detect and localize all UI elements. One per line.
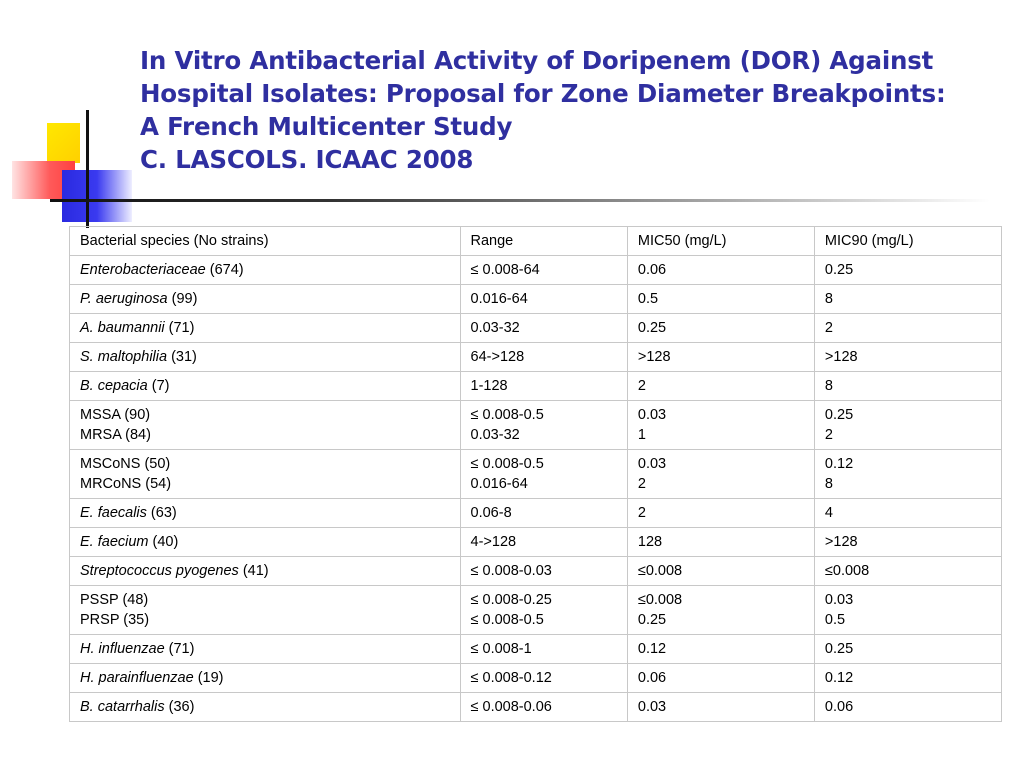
species-line bbox=[80, 454, 450, 474]
mic50-value: 0.25 bbox=[637, 612, 667, 628]
range-value: ≤ 0.008-0.5 bbox=[470, 456, 544, 472]
species-name: Enterobacteriaceae bbox=[80, 262, 206, 278]
table-row bbox=[70, 314, 1002, 343]
species-line bbox=[80, 289, 450, 309]
table-body bbox=[70, 256, 1002, 722]
species-count: PRSP (35) bbox=[80, 612, 150, 628]
range-value: 0.016-64 bbox=[470, 291, 528, 307]
range-value: 64->128 bbox=[470, 349, 525, 365]
range-value: ≤ 0.008-0.03 bbox=[470, 563, 552, 579]
mic50-cell bbox=[627, 285, 814, 314]
range-value: 0.016-64 bbox=[470, 476, 528, 492]
mic50-value: >128 bbox=[637, 349, 671, 365]
range-cell bbox=[460, 314, 627, 343]
species-cell bbox=[70, 314, 461, 343]
mic50-value: 0.12 bbox=[637, 641, 667, 657]
mic50-value: 0.06 bbox=[637, 262, 667, 278]
range-value: ≤ 0.008-0.25 bbox=[470, 592, 552, 608]
range-value: ≤ 0.008-0.06 bbox=[470, 699, 552, 715]
mic90-cell bbox=[814, 372, 1001, 401]
mic90-value: 8 bbox=[824, 378, 833, 394]
species-count: (36) bbox=[164, 699, 195, 715]
slide-title bbox=[140, 44, 1010, 176]
species-count: (71) bbox=[164, 641, 195, 657]
table-row bbox=[70, 372, 1002, 401]
mic50-value: 2 bbox=[637, 378, 646, 394]
mic90-value: 2 bbox=[824, 320, 833, 336]
species-count: PSSP (48) bbox=[80, 592, 149, 608]
species-line bbox=[80, 639, 450, 659]
species-cell bbox=[70, 285, 461, 314]
mic50-cell bbox=[627, 401, 814, 450]
decor-blue-square bbox=[62, 170, 132, 222]
mic90-cell bbox=[814, 693, 1001, 722]
table-row bbox=[70, 450, 1002, 499]
title-line-4: C. LASCOLS. ICAAC 2008 bbox=[140, 145, 474, 174]
species-cell bbox=[70, 664, 461, 693]
species-count: (40) bbox=[148, 534, 179, 550]
mic90-value: 4 bbox=[824, 505, 833, 521]
mic90-cell bbox=[814, 450, 1001, 499]
species-count: (41) bbox=[238, 563, 269, 579]
mic50-value: 0.03 bbox=[637, 407, 667, 423]
species-count: (99) bbox=[167, 291, 198, 307]
mic50-cell bbox=[627, 557, 814, 586]
table-row bbox=[70, 635, 1002, 664]
species-line bbox=[80, 668, 450, 688]
table-row bbox=[70, 528, 1002, 557]
mic90-value: 2 bbox=[824, 427, 833, 443]
species-count: (31) bbox=[167, 349, 197, 365]
mic90-value: 0.12 bbox=[824, 456, 854, 472]
range-value: 1-128 bbox=[470, 378, 508, 394]
mic90-cell bbox=[814, 343, 1001, 372]
table-row bbox=[70, 499, 1002, 528]
species-line bbox=[80, 474, 450, 494]
species-cell bbox=[70, 586, 461, 635]
mic90-cell bbox=[814, 528, 1001, 557]
species-count: (71) bbox=[164, 320, 195, 336]
species-name: E. faecalis bbox=[80, 505, 147, 521]
species-name: A. baumannii bbox=[80, 320, 165, 336]
species-cell bbox=[70, 450, 461, 499]
range-value: ≤ 0.008-1 bbox=[470, 641, 532, 657]
mic50-cell bbox=[627, 664, 814, 693]
header-mic90: MIC90 (mg/L) bbox=[814, 227, 1001, 256]
mic90-value: 0.12 bbox=[824, 670, 854, 686]
species-cell bbox=[70, 256, 461, 285]
range-cell bbox=[460, 528, 627, 557]
species-cell bbox=[70, 635, 461, 664]
species-count: MRCoNS (54) bbox=[80, 476, 172, 492]
title-line-2: Hospital Isolates: Proposal for Zone Diameter Breakpoints: bbox=[140, 79, 946, 108]
title-line-1: In Vitro Antibacterial Activity of Doripenem (DOR) Against bbox=[140, 46, 934, 75]
mic90-cell bbox=[814, 401, 1001, 450]
mic90-value: 0.25 bbox=[824, 641, 854, 657]
range-cell bbox=[460, 557, 627, 586]
species-name: P. aeruginosa bbox=[80, 291, 168, 307]
species-cell bbox=[70, 693, 461, 722]
species-name: Streptococcus pyogenes bbox=[80, 563, 239, 579]
mic90-cell bbox=[814, 635, 1001, 664]
species-line bbox=[80, 532, 450, 552]
range-value: ≤ 0.008-0.12 bbox=[470, 670, 552, 686]
mic90-cell bbox=[814, 586, 1001, 635]
species-name: E. faecium bbox=[80, 534, 149, 550]
mic90-cell bbox=[814, 314, 1001, 343]
range-value: 0.06-8 bbox=[470, 505, 512, 521]
range-value: ≤ 0.008-0.5 bbox=[470, 612, 544, 628]
mic50-cell bbox=[627, 693, 814, 722]
species-line bbox=[80, 347, 450, 367]
table-row bbox=[70, 664, 1002, 693]
species-line bbox=[80, 503, 450, 523]
species-cell bbox=[70, 557, 461, 586]
range-cell bbox=[460, 693, 627, 722]
mic90-value: 8 bbox=[824, 291, 833, 307]
mic90-cell bbox=[814, 557, 1001, 586]
species-name: H. influenzae bbox=[80, 641, 165, 657]
range-cell bbox=[460, 635, 627, 664]
species-line bbox=[80, 610, 450, 630]
decor-yellow-square bbox=[47, 123, 80, 163]
table-row bbox=[70, 343, 1002, 372]
mic50-cell bbox=[627, 450, 814, 499]
mic-table bbox=[69, 226, 1002, 722]
mic90-cell bbox=[814, 664, 1001, 693]
species-cell bbox=[70, 401, 461, 450]
species-cell bbox=[70, 343, 461, 372]
species-line bbox=[80, 376, 450, 396]
mic90-value: >128 bbox=[824, 349, 858, 365]
mic50-value: 2 bbox=[637, 476, 646, 492]
mic50-cell bbox=[627, 635, 814, 664]
range-value: ≤ 0.008-0.5 bbox=[470, 407, 544, 423]
table-header-row bbox=[70, 227, 1002, 256]
species-count: MRSA (84) bbox=[80, 427, 151, 443]
decor-vertical-line bbox=[86, 110, 89, 228]
mic90-cell bbox=[814, 499, 1001, 528]
header-range: Range bbox=[460, 227, 627, 256]
mic90-cell bbox=[814, 285, 1001, 314]
species-line bbox=[80, 697, 450, 717]
species-cell bbox=[70, 499, 461, 528]
range-cell bbox=[460, 401, 627, 450]
table-row bbox=[70, 586, 1002, 635]
range-cell bbox=[460, 343, 627, 372]
species-count: (19) bbox=[193, 670, 224, 686]
species-count: MSSA (90) bbox=[80, 407, 151, 423]
mic50-value: 0.25 bbox=[637, 320, 667, 336]
species-line bbox=[80, 318, 450, 338]
table-row bbox=[70, 401, 1002, 450]
mic90-cell bbox=[814, 256, 1001, 285]
table-row bbox=[70, 285, 1002, 314]
range-cell bbox=[460, 450, 627, 499]
mic50-cell bbox=[627, 372, 814, 401]
species-count: (63) bbox=[146, 505, 177, 521]
species-line bbox=[80, 561, 450, 581]
mic90-value: 0.5 bbox=[824, 612, 846, 628]
range-value: 0.03-32 bbox=[470, 427, 520, 443]
species-line bbox=[80, 405, 450, 425]
range-cell bbox=[460, 256, 627, 285]
mic90-value: 0.03 bbox=[824, 592, 854, 608]
mic50-value: 0.03 bbox=[637, 699, 667, 715]
species-line bbox=[80, 590, 450, 610]
species-cell bbox=[70, 372, 461, 401]
mic90-value: ≤0.008 bbox=[824, 563, 870, 579]
mic90-value: 0.06 bbox=[824, 699, 854, 715]
range-cell bbox=[460, 499, 627, 528]
range-value: 4->128 bbox=[470, 534, 517, 550]
species-count: MSCoNS (50) bbox=[80, 456, 171, 472]
title-line-3: A French Multicenter Study bbox=[140, 112, 513, 141]
species-line bbox=[80, 260, 450, 280]
mic50-value: 0.03 bbox=[637, 456, 667, 472]
mic50-value: 0.5 bbox=[637, 291, 659, 307]
table-row bbox=[70, 256, 1002, 285]
header-mic50: MIC50 (mg/L) bbox=[627, 227, 814, 256]
species-name: S. maltophilia bbox=[80, 349, 168, 365]
mic90-value: 0.25 bbox=[824, 407, 854, 423]
species-name: H. parainfluenzae bbox=[80, 670, 194, 686]
mic50-value: 128 bbox=[637, 534, 663, 550]
mic50-cell bbox=[627, 256, 814, 285]
mic50-value: 2 bbox=[637, 505, 646, 521]
mic50-value: 0.06 bbox=[637, 670, 667, 686]
table-row bbox=[70, 693, 1002, 722]
species-name: B. catarrhalis bbox=[80, 699, 165, 715]
species-name: B. cepacia bbox=[80, 378, 148, 394]
species-count: (7) bbox=[147, 378, 170, 394]
range-cell bbox=[460, 372, 627, 401]
mic50-cell bbox=[627, 499, 814, 528]
mic50-value: 1 bbox=[637, 427, 646, 443]
mic50-cell bbox=[627, 586, 814, 635]
mic50-value: ≤0.008 bbox=[637, 563, 683, 579]
header-species: Bacterial species (No strains) bbox=[70, 227, 461, 256]
range-value: 0.03-32 bbox=[470, 320, 520, 336]
mic50-cell bbox=[627, 314, 814, 343]
mic50-value: ≤0.008 bbox=[637, 592, 683, 608]
species-count: (674) bbox=[205, 262, 244, 278]
title-divider-line bbox=[50, 199, 990, 202]
range-value: ≤ 0.008-64 bbox=[470, 262, 540, 278]
range-cell bbox=[460, 285, 627, 314]
table-row bbox=[70, 557, 1002, 586]
mic90-value: 8 bbox=[824, 476, 833, 492]
species-line bbox=[80, 425, 450, 445]
mic50-cell bbox=[627, 343, 814, 372]
range-cell bbox=[460, 586, 627, 635]
mic50-cell bbox=[627, 528, 814, 557]
mic90-value: >128 bbox=[824, 534, 858, 550]
range-cell bbox=[460, 664, 627, 693]
species-cell bbox=[70, 528, 461, 557]
mic90-value: 0.25 bbox=[824, 262, 854, 278]
